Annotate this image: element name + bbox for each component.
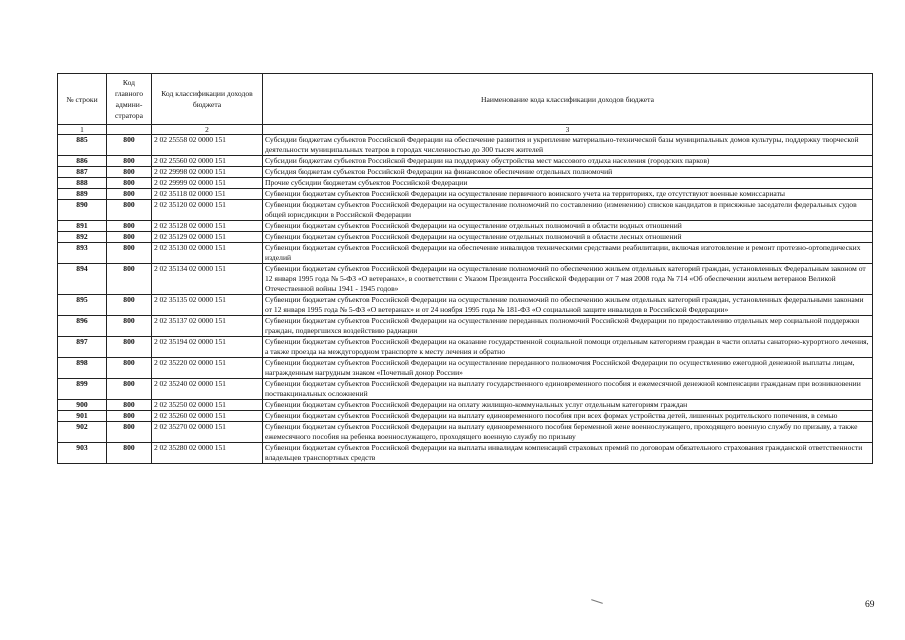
classification-code-cell: 2 02 35280 02 0000 151 bbox=[152, 443, 263, 464]
row-number-cell: 901 bbox=[58, 411, 107, 422]
row-number-cell: 893 bbox=[58, 243, 107, 264]
admin-code-cell: 800 bbox=[107, 135, 152, 156]
column-number-row bbox=[58, 125, 873, 135]
admin-code-cell: 800 bbox=[107, 178, 152, 189]
header-row-number: № строки bbox=[58, 74, 107, 125]
table-row bbox=[58, 316, 873, 337]
classification-code-cell: 2 02 35194 02 0000 151 bbox=[152, 337, 263, 358]
income-name-cell: Субвенции бюджетам субъектов Российской Федерации на выплаты инвалидам компенсаций страховых премий по договорам обязательного страхования гражданской ответственности владельцев транспортных средств bbox=[263, 443, 873, 464]
table-row bbox=[58, 178, 873, 189]
admin-code-cell: 800 bbox=[107, 411, 152, 422]
classification-code-cell: 2 02 35250 02 0000 151 bbox=[152, 400, 263, 411]
income-name-cell: Субвенции бюджетам субъектов Российской Федерации на обеспечение инвалидов техническими средствами реабилитации, включая изготовление и ремонт протезно-ортопедических изделий bbox=[263, 243, 873, 264]
row-number-cell: 897 bbox=[58, 337, 107, 358]
row-number-cell: 887 bbox=[58, 167, 107, 178]
income-name-cell: Субсидии бюджетам субъектов Российской Федерации на поддержку обустройства мест массового отдыха населения (городских парков) bbox=[263, 156, 873, 167]
table-row bbox=[58, 295, 873, 316]
classification-code-cell: 2 02 35120 02 0000 151 bbox=[152, 200, 263, 221]
admin-code-cell: 800 bbox=[107, 189, 152, 200]
table-row bbox=[58, 232, 873, 243]
admin-code-cell: 800 bbox=[107, 232, 152, 243]
table-row bbox=[58, 221, 873, 232]
table-row bbox=[58, 135, 873, 156]
admin-code-cell: 800 bbox=[107, 295, 152, 316]
classification-code-cell: 2 02 35128 02 0000 151 bbox=[152, 221, 263, 232]
income-name-cell: Субвенции бюджетам субъектов Российской Федерации на оказание государственной социальной помощи отдельным категориям граждан в части оплаты санаторно-курортного лечения, а также проезда на междугородном транспорте к месту лечения и обратно bbox=[263, 337, 873, 358]
classification-code-cell: 2 02 35137 02 0000 151 bbox=[152, 316, 263, 337]
admin-code-cell: 800 bbox=[107, 400, 152, 411]
admin-code-cell: 800 bbox=[107, 156, 152, 167]
row-number-cell: 894 bbox=[58, 264, 107, 295]
header-name: Наименование кода классификации доходов бюджета bbox=[263, 74, 873, 125]
classification-code-cell: 2 02 35220 02 0000 151 bbox=[152, 358, 263, 379]
table-row bbox=[58, 400, 873, 411]
row-number-cell: 903 bbox=[58, 443, 107, 464]
admin-code-cell: 800 bbox=[107, 316, 152, 337]
scan-mark bbox=[591, 599, 603, 604]
income-name-cell: Субвенции бюджетам субъектов Российской Федерации на осуществление полномочий по обеспечению жильем отдельных категорий граждан, установленных федеральными законами от 12 января 1995 года № 5-ФЗ «О ветеранах» и от 24 ноября 1995 года № 181-ФЗ «О социальной защите инвалидов в Российской Федерации» bbox=[263, 295, 873, 316]
income-name-cell: Субсидии бюджетам субъектов Российской Федерации на обеспечение развития и укрепление материально-технической базы муниципальных домов культуры, поддержку творческой деятельности муниципальных театров в городах численностью до 300 тысяч жителей bbox=[263, 135, 873, 156]
column-number-empty bbox=[107, 125, 152, 135]
admin-code-cell: 800 bbox=[107, 264, 152, 295]
classification-code-cell: 2 02 35129 02 0000 151 bbox=[152, 232, 263, 243]
table-row bbox=[58, 156, 873, 167]
classification-code-cell: 2 02 29999 02 0000 151 bbox=[152, 178, 263, 189]
budget-classification-table bbox=[57, 73, 873, 464]
table-row bbox=[58, 189, 873, 200]
income-name-cell: Субвенции бюджетам субъектов Российской Федерации на выплату единовременного пособия при всех формах устройства детей, лишенных родительского попечения, в семью bbox=[263, 411, 873, 422]
row-number-cell: 902 bbox=[58, 422, 107, 443]
classification-code-cell: 2 02 35260 02 0000 151 bbox=[152, 411, 263, 422]
income-name-cell: Субвенции бюджетам субъектов Российской Федерации на выплату единовременного пособия беременной жене военнослужащего, проходящего военную службу по призыву, а также ежемесячного пособия на ребенка военнослужащего, проходящего военную службу по призыву bbox=[263, 422, 873, 443]
table-row bbox=[58, 167, 873, 178]
income-name-cell: Субвенции бюджетам субъектов Российской Федерации на осуществление отдельных полномочий в области водных отношений bbox=[263, 221, 873, 232]
admin-code-cell: 800 bbox=[107, 358, 152, 379]
admin-code-cell: 800 bbox=[107, 167, 152, 178]
row-number-cell: 899 bbox=[58, 379, 107, 400]
income-name-cell: Субвенции бюджетам субъектов Российской Федерации на осуществление переданных полномочий Российской Федерации по предоставлению отдельных мер социальной поддержки граждан, подвергшихся воздействию радиации bbox=[263, 316, 873, 337]
income-name-cell: Субвенции бюджетам субъектов Российской Федерации на осуществление первичного воинского учета на территориях, где отсутствуют военные комиссариаты bbox=[263, 189, 873, 200]
row-number-cell: 888 bbox=[58, 178, 107, 189]
income-name-cell: Субсидия бюджетам субъектов Российской Федерации на финансовое обеспечение отдельных полномочий bbox=[263, 167, 873, 178]
classification-code-cell: 2 02 25560 02 0000 151 bbox=[152, 156, 263, 167]
income-name-cell: Субвенции бюджетам субъектов Российской Федерации на оплату жилищно-коммунальных услуг отдельным категориям граждан bbox=[263, 400, 873, 411]
row-number-cell: 896 bbox=[58, 316, 107, 337]
table-row bbox=[58, 411, 873, 422]
table-row bbox=[58, 337, 873, 358]
row-number-cell: 890 bbox=[58, 200, 107, 221]
table-row bbox=[58, 200, 873, 221]
admin-code-cell: 800 bbox=[107, 337, 152, 358]
row-number-cell: 900 bbox=[58, 400, 107, 411]
row-number-cell: 889 bbox=[58, 189, 107, 200]
income-name-cell: Прочие субсидии бюджетам субъектов Российской Федерации bbox=[263, 178, 873, 189]
classification-code-cell: 2 02 29998 02 0000 151 bbox=[152, 167, 263, 178]
admin-code-cell: 800 bbox=[107, 443, 152, 464]
row-number-cell: 885 bbox=[58, 135, 107, 156]
admin-code-cell: 800 bbox=[107, 422, 152, 443]
table-row bbox=[58, 243, 873, 264]
column-number-1: 1 bbox=[58, 125, 107, 135]
table-row bbox=[58, 358, 873, 379]
income-name-cell: Субвенции бюджетам субъектов Российской Федерации на осуществление полномочий по обеспечению жильем отдельных категорий граждан, установленных Федеральным законом от 12 января 1995 года № 5-ФЗ «О ветеранах», в соответствии с Указом Президента Российской Федерации от 7 мая 2008 года № 714 «Об обеспечении жильем ветеранов Великой Отечественной войны 1941 - 1945 годов» bbox=[263, 264, 873, 295]
column-number-3: 3 bbox=[263, 125, 873, 135]
row-number-cell: 895 bbox=[58, 295, 107, 316]
classification-code-cell: 2 02 35118 02 0000 151 bbox=[152, 189, 263, 200]
column-number-2: 2 bbox=[152, 125, 263, 135]
admin-code-cell: 800 bbox=[107, 221, 152, 232]
header-admin-code: Код главного админи- стратора bbox=[107, 74, 152, 125]
table-header-row bbox=[58, 74, 873, 125]
admin-code-cell: 800 bbox=[107, 200, 152, 221]
income-name-cell: Субвенции бюджетам субъектов Российской Федерации на осуществление полномочий по составлению (изменению) списков кандидатов в присяжные заседатели федеральных судов общей юрисдикции в Российской Федерации bbox=[263, 200, 873, 221]
admin-code-cell: 800 bbox=[107, 379, 152, 400]
table-row bbox=[58, 443, 873, 464]
page-number: 69 bbox=[865, 600, 875, 610]
classification-code-cell: 2 02 35130 02 0000 151 bbox=[152, 243, 263, 264]
income-name-cell: Субвенции бюджетам субъектов Российской Федерации на выплату государственного единовременного пособия и ежемесячной денежной компенсации гражданам при возникновении поствакцинальных осложнений bbox=[263, 379, 873, 400]
row-number-cell: 892 bbox=[58, 232, 107, 243]
classification-code-cell: 2 02 35135 02 0000 151 bbox=[152, 295, 263, 316]
classification-code-cell: 2 02 35270 02 0000 151 bbox=[152, 422, 263, 443]
admin-code-cell: 800 bbox=[107, 243, 152, 264]
classification-code-cell: 2 02 35240 02 0000 151 bbox=[152, 379, 263, 400]
classification-code-cell: 2 02 35134 02 0000 151 bbox=[152, 264, 263, 295]
table-row bbox=[58, 264, 873, 295]
header-classification-code: Код классификации доходов бюджета bbox=[152, 74, 263, 125]
income-name-cell: Субвенции бюджетам субъектов Российской Федерации на осуществление отдельных полномочий в области лесных отношений bbox=[263, 232, 873, 243]
income-name-cell: Субвенции бюджетам субъектов Российской Федерации на осуществление переданного полномочия Российской Федерации по осуществлению ежегодной денежной выплаты лицам, награжденным нагрудным знаком «Почетный донор России» bbox=[263, 358, 873, 379]
row-number-cell: 898 bbox=[58, 358, 107, 379]
table-row bbox=[58, 422, 873, 443]
row-number-cell: 886 bbox=[58, 156, 107, 167]
classification-code-cell: 2 02 25558 02 0000 151 bbox=[152, 135, 263, 156]
row-number-cell: 891 bbox=[58, 221, 107, 232]
table-row bbox=[58, 379, 873, 400]
